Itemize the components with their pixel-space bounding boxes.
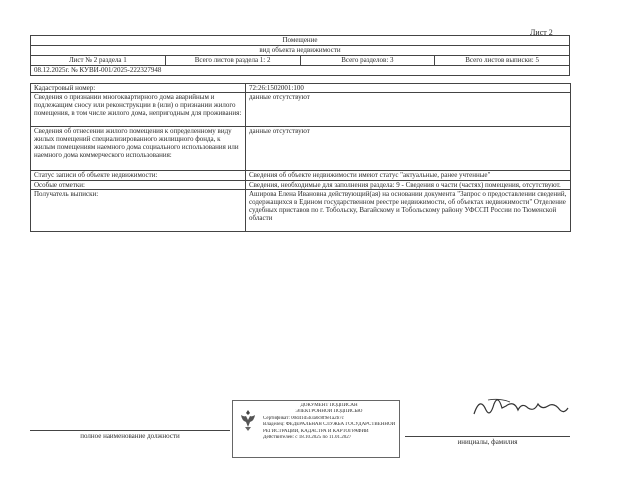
sheet-label: Лист 2	[530, 28, 553, 37]
sections-count: Всего разделов: 3	[300, 56, 435, 66]
stamp-line: ЭЛЕКТРОННОЙ ПОДПИСЬЮ	[295, 409, 363, 415]
table-row	[31, 84, 571, 93]
stamp-line: Действителен: с 18.10.2025 по 11.01.2027	[263, 435, 352, 441]
special-marks-value: Сведения, необходимые для заполнения раздела: 9 - Сведения о части (частях) помещения, отсутствуют.	[246, 181, 571, 190]
recipient-value: Аширова Елена Ивановна действующий(ая) на основании документа "Запрос о предоставлении сведений, содержащихся в Едином государственном реестре недвижимости, об объектах недвижимости" Отделение судебных приставов по г. Тобольску, Вагайскому и Тобольскому району УФССП России по Тюменской области	[246, 190, 571, 232]
table-row	[31, 93, 571, 127]
housing-type-label: Сведения об отнесении жилого помещения к определенному виду жилых помещений специализированного жилищного фонда, к жилым помещениям наемного дома социального использования или наемного дома коммерческого использования:	[31, 127, 246, 171]
object-title: Помещение	[31, 36, 570, 46]
status-value: Сведения об объекте недвижимости имеют статус "актуальные, ранее учтенные"	[246, 171, 571, 181]
stamp-line: ДОКУМЕНТ ПОДПИСАН	[300, 403, 358, 408]
sheet-section: Лист № 2 раздела 1	[31, 56, 166, 66]
emergency-label: Сведения о признании многоквартирного дома аварийным и подлежащим сносу или реконструкции в (или) о признании жилого помещения, в том числе жилого дома, непригодным для проживания:	[31, 93, 246, 127]
recipient-label: Получатель выписки:	[31, 190, 246, 232]
stamp-line: Сертификат: 00d41d5b3a0c8f9e1a2b7c	[263, 415, 344, 421]
cadastral-number: 72:26:1502001:100	[246, 84, 571, 93]
details-table	[30, 83, 571, 232]
table-row	[31, 181, 571, 190]
stamp-line: Владелец: ФЕДЕРАЛЬНАЯ СЛУЖБА ГОСУДАРСТВЕННОЙ	[263, 422, 395, 428]
name-line	[405, 436, 570, 437]
name-caption: инициалы, фамилия	[457, 438, 518, 446]
handwritten-signature	[470, 392, 570, 420]
table-row	[31, 127, 571, 171]
housing-type-value: данные отсутствуют	[246, 127, 571, 171]
eagle-emblem-icon	[237, 407, 259, 433]
object-kind: вид объекта недвижимости	[31, 46, 570, 56]
electronic-signature-stamp	[232, 400, 400, 458]
section-sheets-count: Всего листов раздела 1: 2	[165, 56, 300, 66]
position-line	[30, 430, 230, 431]
header-table	[30, 35, 570, 76]
position-caption: полное наименование должности	[80, 432, 180, 440]
emergency-value: данные отсутствуют	[246, 93, 571, 127]
status-label: Статус записи об объекте недвижимости:	[31, 171, 246, 181]
stamp-line: РЕГИСТРАЦИИ, КАДАСТРА И КАРТОГРАФИИ	[263, 428, 369, 434]
extract-sheets-count: Всего листов выписки: 5	[435, 56, 570, 66]
table-row	[31, 171, 571, 181]
table-row	[31, 190, 571, 232]
special-marks-label: Особые отметки:	[31, 181, 246, 190]
cadastral-label: Кадастровый номер:	[31, 84, 246, 93]
date-number: 08.12.2025г. № КУВИ-001/2025-222327948	[31, 66, 570, 76]
